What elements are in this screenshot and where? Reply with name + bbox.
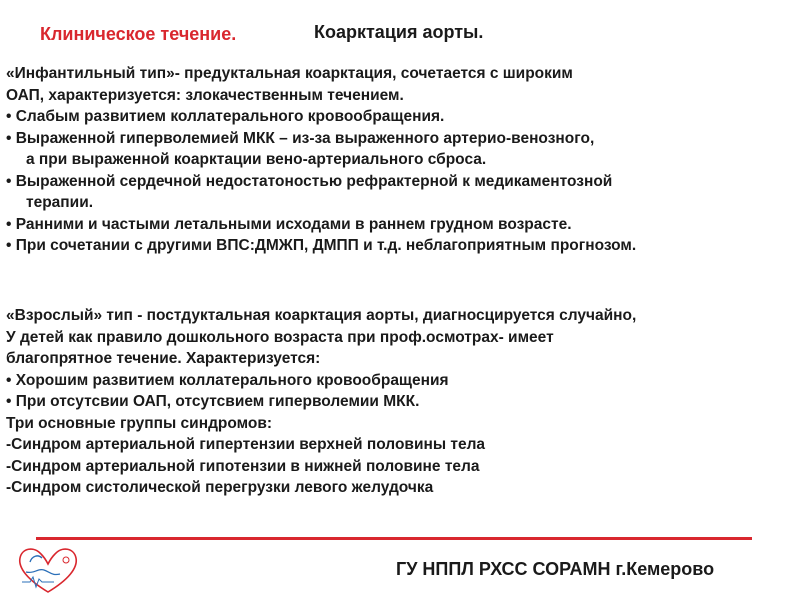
infantile-intro-line: ОАП, характеризуется: злокачественным течением. — [6, 86, 404, 104]
page-title: Коарктация аорты. — [314, 22, 484, 42]
infantile-bullet: • Выраженной гиперволемией МКК – из-за выраженного артерио-венозного, — [6, 129, 595, 147]
adult-bullet: • Хорошим развитием коллатерального кровообращения — [6, 371, 449, 389]
infantile-bullet-continuation: терапии. — [26, 194, 94, 211]
infantile-bullet: • Выраженной сердечной недостатоностью рефрактерной к медикаментозной — [6, 172, 613, 190]
adult-intro-line: благопрятное течение. Характеризуется: — [6, 350, 321, 367]
adult-type-block — [6, 305, 786, 499]
syndromes-heading: Три основные группы синдромов: — [6, 414, 273, 432]
adult-intro-line: У детей как правило дошкольного возраста при проф.осмотрах- имеет — [6, 328, 554, 346]
infantile-bullet: • При сочетании с другими ВПС:ДМЖП, ДМПП и т.д. неблагоприятным прогнозом. — [6, 237, 637, 254]
syndrome-item: -Синдром систолической перегрузки левого желудочка — [6, 479, 434, 496]
footer-institution: ГУ НППЛ РХСС СОРАМН г.Кемерово — [396, 559, 715, 579]
infantile-bullet: • Слабым развитием коллатерального кровообращения. — [6, 108, 445, 125]
footer-divider — [36, 537, 752, 540]
heart-logo-icon — [8, 538, 88, 598]
adult-intro-line: «Взрослый» тип - постдуктальная коарктация аорты, диагносцируется случайно, — [6, 307, 637, 324]
infantile-intro-line: «Инфантильный тип»- предуктальная коарктация, сочетается с широким — [6, 65, 573, 82]
infantile-bullet: • Ранними и частыми летальными исходами в раннем грудном возрасте. — [6, 215, 572, 233]
infantile-bullet-continuation: а при выраженной коарктации вено-артериального сброса. — [26, 151, 487, 168]
adult-bullet: • При отсутсвии ОАП, отсутсвием гиперволемии МКК. — [6, 393, 420, 410]
section-label: Клиническое течение. — [40, 24, 237, 44]
infantile-type-block — [6, 63, 786, 257]
syndrome-item: -Синдром артериальной гипертензии верхней половины тела — [6, 436, 486, 453]
syndrome-item: -Синдром артериальной гипотензии в нижней половине тела — [6, 457, 480, 475]
